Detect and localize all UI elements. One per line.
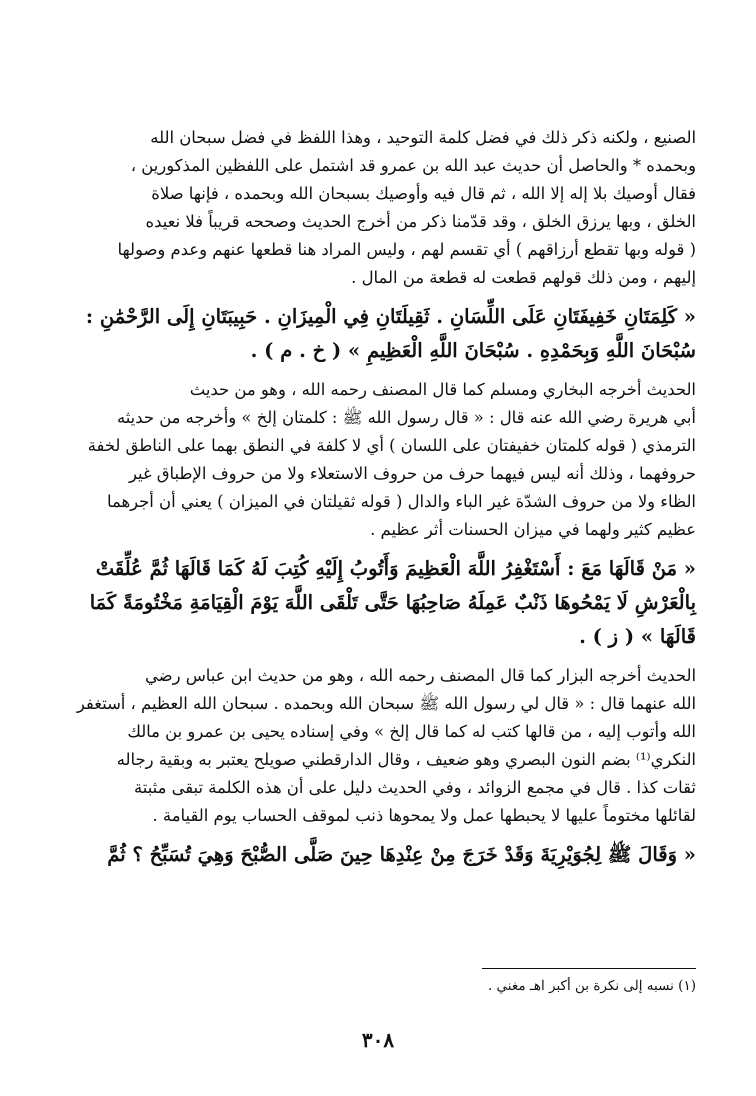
footnote-divider [482,968,696,969]
text-line: لقائلها مختوماً عليها لا يحبطها عمل ولا يمحوها ذنب لموقف الحساب يوم القيامة . [152,806,696,825]
text-line: فقال أوصيك بلا إله إلا الله ، ثم قال فيه وأوصيك بسبحان الله وبحمده ، فإنها صلاة [151,184,696,203]
hadith-line: بِالْعَرْشِ لَا يَمْحُوهَا ذَنْبٌ عَمِلَهُ صَاحِبُهَا حَتَّى تَلْقَى اللَّهَ يَوْمَ الْقِيَامَةِ مَخْتُومَةً كَمَا [89,591,696,614]
text-line: ( قوله وبها تقطع أرزاقهم ) أي تقسم لهم ، وليس المراد هنا قطعها عنهم وعدم وصولها [117,240,696,259]
hadith-line: « وَقَالَ ﷺ لِجُوَيْرِيَةَ وَقَدْ خَرَجَ مِنْ عِنْدِهَا حِينَ صَلَّى الصُّبْحَ وَهِيَ تُسَبِّحُ ؟ ثُمَّ [107,843,696,866]
text-line: الظاء ولا من حروف الشدّة غير الباء والدال ( قوله ثقيلتان في الميزان ) يعني أن أجرهما [107,492,696,511]
text-line: الخلق ، وبها يرزق الخلق ، وقد قدّمنا ذكر من أخرج الحديث وصححه قريباً فلا نعيده [145,212,696,231]
hadith-line: « مَنْ قَالَهَا مَعَ : أَسْتَغْفِرُ اللَّهَ الْعَظِيمَ وَأَتُوبُ إِلَيْهِ كُتِبَ لَهُ كَمَا قَالَهَا ثُمَّ عُلِّقَتْ [95,557,696,580]
text-line: الصنيع ، ولكنه ذكر ذلك في فضل كلمة التوحيد ، وهذا اللفظ في فضل سبحان الله [150,128,696,147]
text-line: وبحمده * والحاصل أن حديث عبد الله بن عمرو قد اشتمل على اللفظين المذكورين ، [130,156,696,175]
commentary-block-1 [60,124,696,292]
text-line: الله وأتوب إليه ، من قالها كتب له كما قال إلخ » وفي إسناده يحيى بن عمرو بن مالك [127,722,696,741]
text-line: الحديث أخرجه البخاري ومسلم كما قال المصنف رحمه الله ، وهو من حديث [189,380,696,399]
text-line: عظيم كثير ولهما في ميزان الحسنات أثر عظيم . [370,520,696,539]
hadith-text-3 [60,838,696,872]
text-line: النكري⁽¹⁾ بضم النون البصري وهو ضعيف ، وقال الدارقطني صويلح يعتبر به وبقية رجاله [116,750,696,769]
hadith-line: سُبْحَانَ اللَّهِ وَبِحَمْدِهِ . سُبْحَانَ اللَّهِ الْعَظِيمِ » ( خ . م ) . [250,339,696,362]
hadith-text-1 [60,300,696,368]
commentary-block-2 [60,376,696,544]
hadith-line: قَالَهَا » ( ز ) . [579,625,696,648]
text-line: أبي هريرة رضي الله عنه قال : « قال رسول الله ﷺ : كلمتان إلخ » وأخرجه من حديثه [116,408,696,427]
text-line: الله عنهما قال : « قال لي رسول الله ﷺ سبحان الله وبحمده . سبحان الله العظيم ، أستغفر [76,694,696,713]
hadith-line: « كَلِمَتَانِ خَفِيفَتَانِ عَلَى اللِّسَانِ . ثَقِيلَتَانِ فِي الْمِيزَانِ . حَبِيبَتَانِ إِلَى الرَّحْمَٰنِ : [85,305,696,328]
text-line: الترمذي ( قوله كلمتان خفيفتان على اللسان ) أي لا كلفة في النطق بهما على الناطق لخفة [87,436,696,455]
text-line: إليهم ، ومن ذلك قولهم قطعت له قطعة من المال . [351,268,696,287]
text-line: حروفهما ، وذلك أنه ليس فيهما حرف من حروف الاستعلاء ولا من حروف الإطباق غير [129,464,696,483]
commentary-block-3 [60,662,696,830]
page-body [60,124,696,872]
hadith-text-2 [60,552,696,654]
footnote: (١) نسبه إلى نكرة بن أكبر اهـ مغني . [487,978,696,994]
text-line: ثقات كذا . قال في مجمع الزوائد ، وفي الحديث دليل على أن هذه الكلمة تبقى مثبتة [133,778,696,797]
page-number: ٣٠٨ [361,1028,395,1052]
text-line: الحديث أخرجه البزار كما قال المصنف رحمه الله ، وهو من حديث ابن عباس رضي [145,666,696,685]
